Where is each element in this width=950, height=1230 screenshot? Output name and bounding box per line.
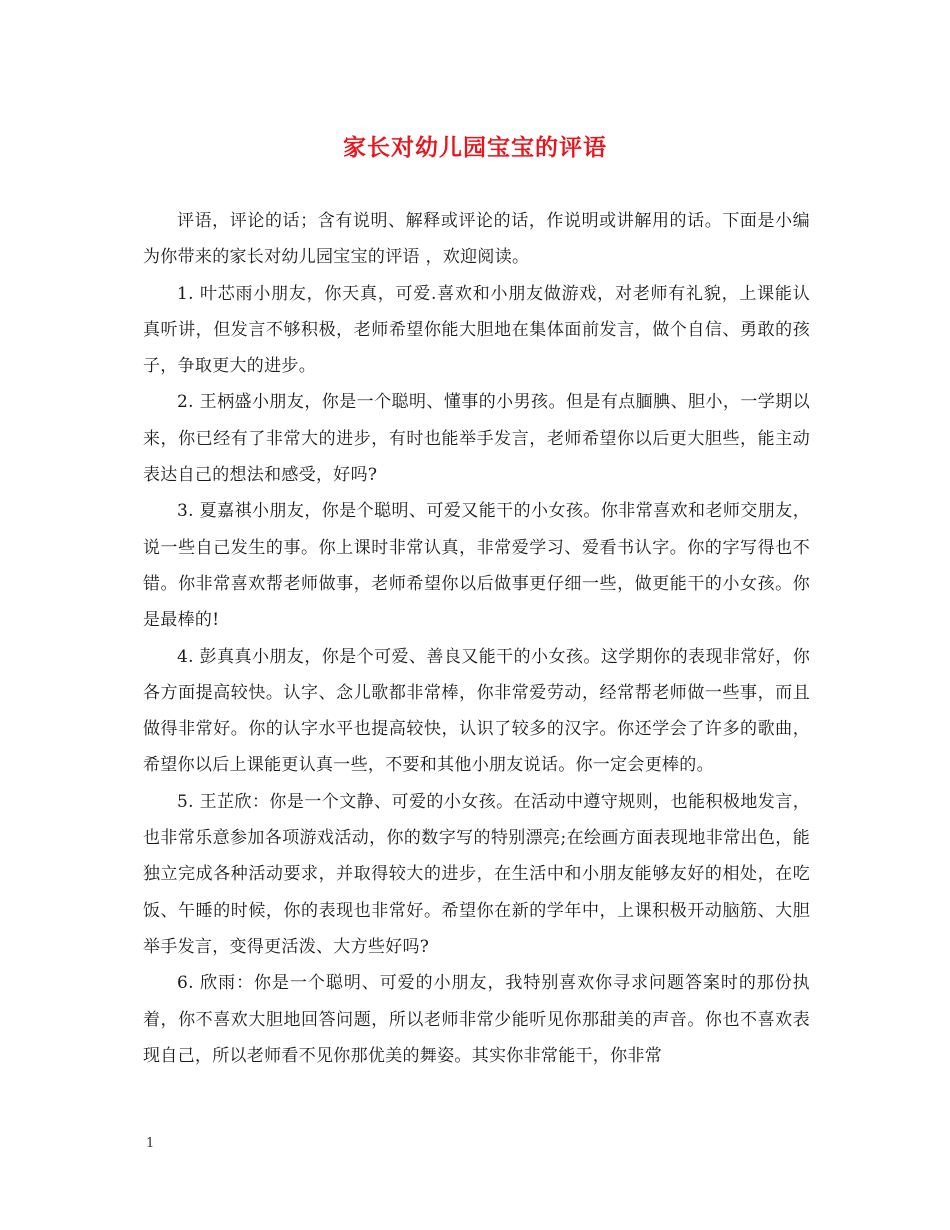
comment-paragraph-3: 3. 夏嘉祺小朋友，你是个聪明、可爱又能干的小女孩。你非常喜欢和老师交朋友，说一些自己发生的事。你上课时非常认真，非常爱学习、爱看书认字。你的字写得也不错。你非常喜欢帮老师做事，老师希望你以后做事更仔细一些，做更能干的小女孩。你是最棒的! bbox=[143, 501, 810, 631]
comment-paragraph-6: 6. 欣雨：你是一个聪明、可爱的小朋友，我特别喜欢你寻求问题答案时的那份执着，你不喜欢大胆地回答问题，所以老师非常少能听见你那甜美的声音。你也不喜欢表现自己，所以老师看不见你那优美的舞姿。其实你非常能干，你非常 bbox=[143, 973, 810, 1066]
comment-paragraph-4: 4. 彭真真小朋友，你是个可爱、善良又能干的小女孩。这学期你的表现非常好，你各方面提高较快。认字、念儿歌都非常棒，你非常爱劳动，经常帮老师做一些事，而且做得非常好。你的认字水平也提高较快，认识了较多的汉字。你还学会了许多的歌曲，希望你以后上课能更认真一些，不要和其他小朋友说话。你一定会更棒的。 bbox=[143, 646, 810, 776]
page-number: 1 bbox=[146, 1136, 155, 1151]
comment-paragraph-1: 1. 叶芯雨小朋友，你天真，可爱.喜欢和小朋友做游戏，对老师有礼貌，上课能认真听讲，但发言不够积极，老师希望你能大胆地在集体面前发言，做个自信、勇敢的孩子，争取更大的进步。 bbox=[143, 283, 810, 377]
intro-paragraph: 评语，评论的话；含有说明、解释或评论的话，作说明或讲解用的话。下面是小编为你带来的家长对幼儿园宝宝的评语 ，欢迎阅读。 bbox=[143, 211, 810, 268]
comment-paragraph-2: 2. 王柄盛小朋友，你是一个聪明、懂事的小男孩。但是有点腼腆、胆小，一学期以来，你已经有了非常大的进步，有时也能举手发言，老师希望你以后更大胆些，能主动表达自己的想法和感受，好吗? bbox=[143, 392, 810, 486]
document-body bbox=[143, 203, 810, 1074]
document-title: 家长对幼儿园宝宝的评语 bbox=[343, 134, 607, 161]
comment-paragraph-5: 5. 王芷欣：你是一个文静、可爱的小女孩。在活动中遵守规则，也能积极地发言，也非常乐意参加各项游戏活动，你的数字写的特别漂亮;在绘画方面表现地非常出色，能独立完成各种活动要求，并取得较大的进步，在生活中和小朋友能够友好的相处，在吃饭、午睡的时候，你的表现也非常好。希望你在新的学年中，上课积极开动脑筋、大胆举手发言，变得更活泼、大方些好吗? bbox=[143, 791, 810, 957]
